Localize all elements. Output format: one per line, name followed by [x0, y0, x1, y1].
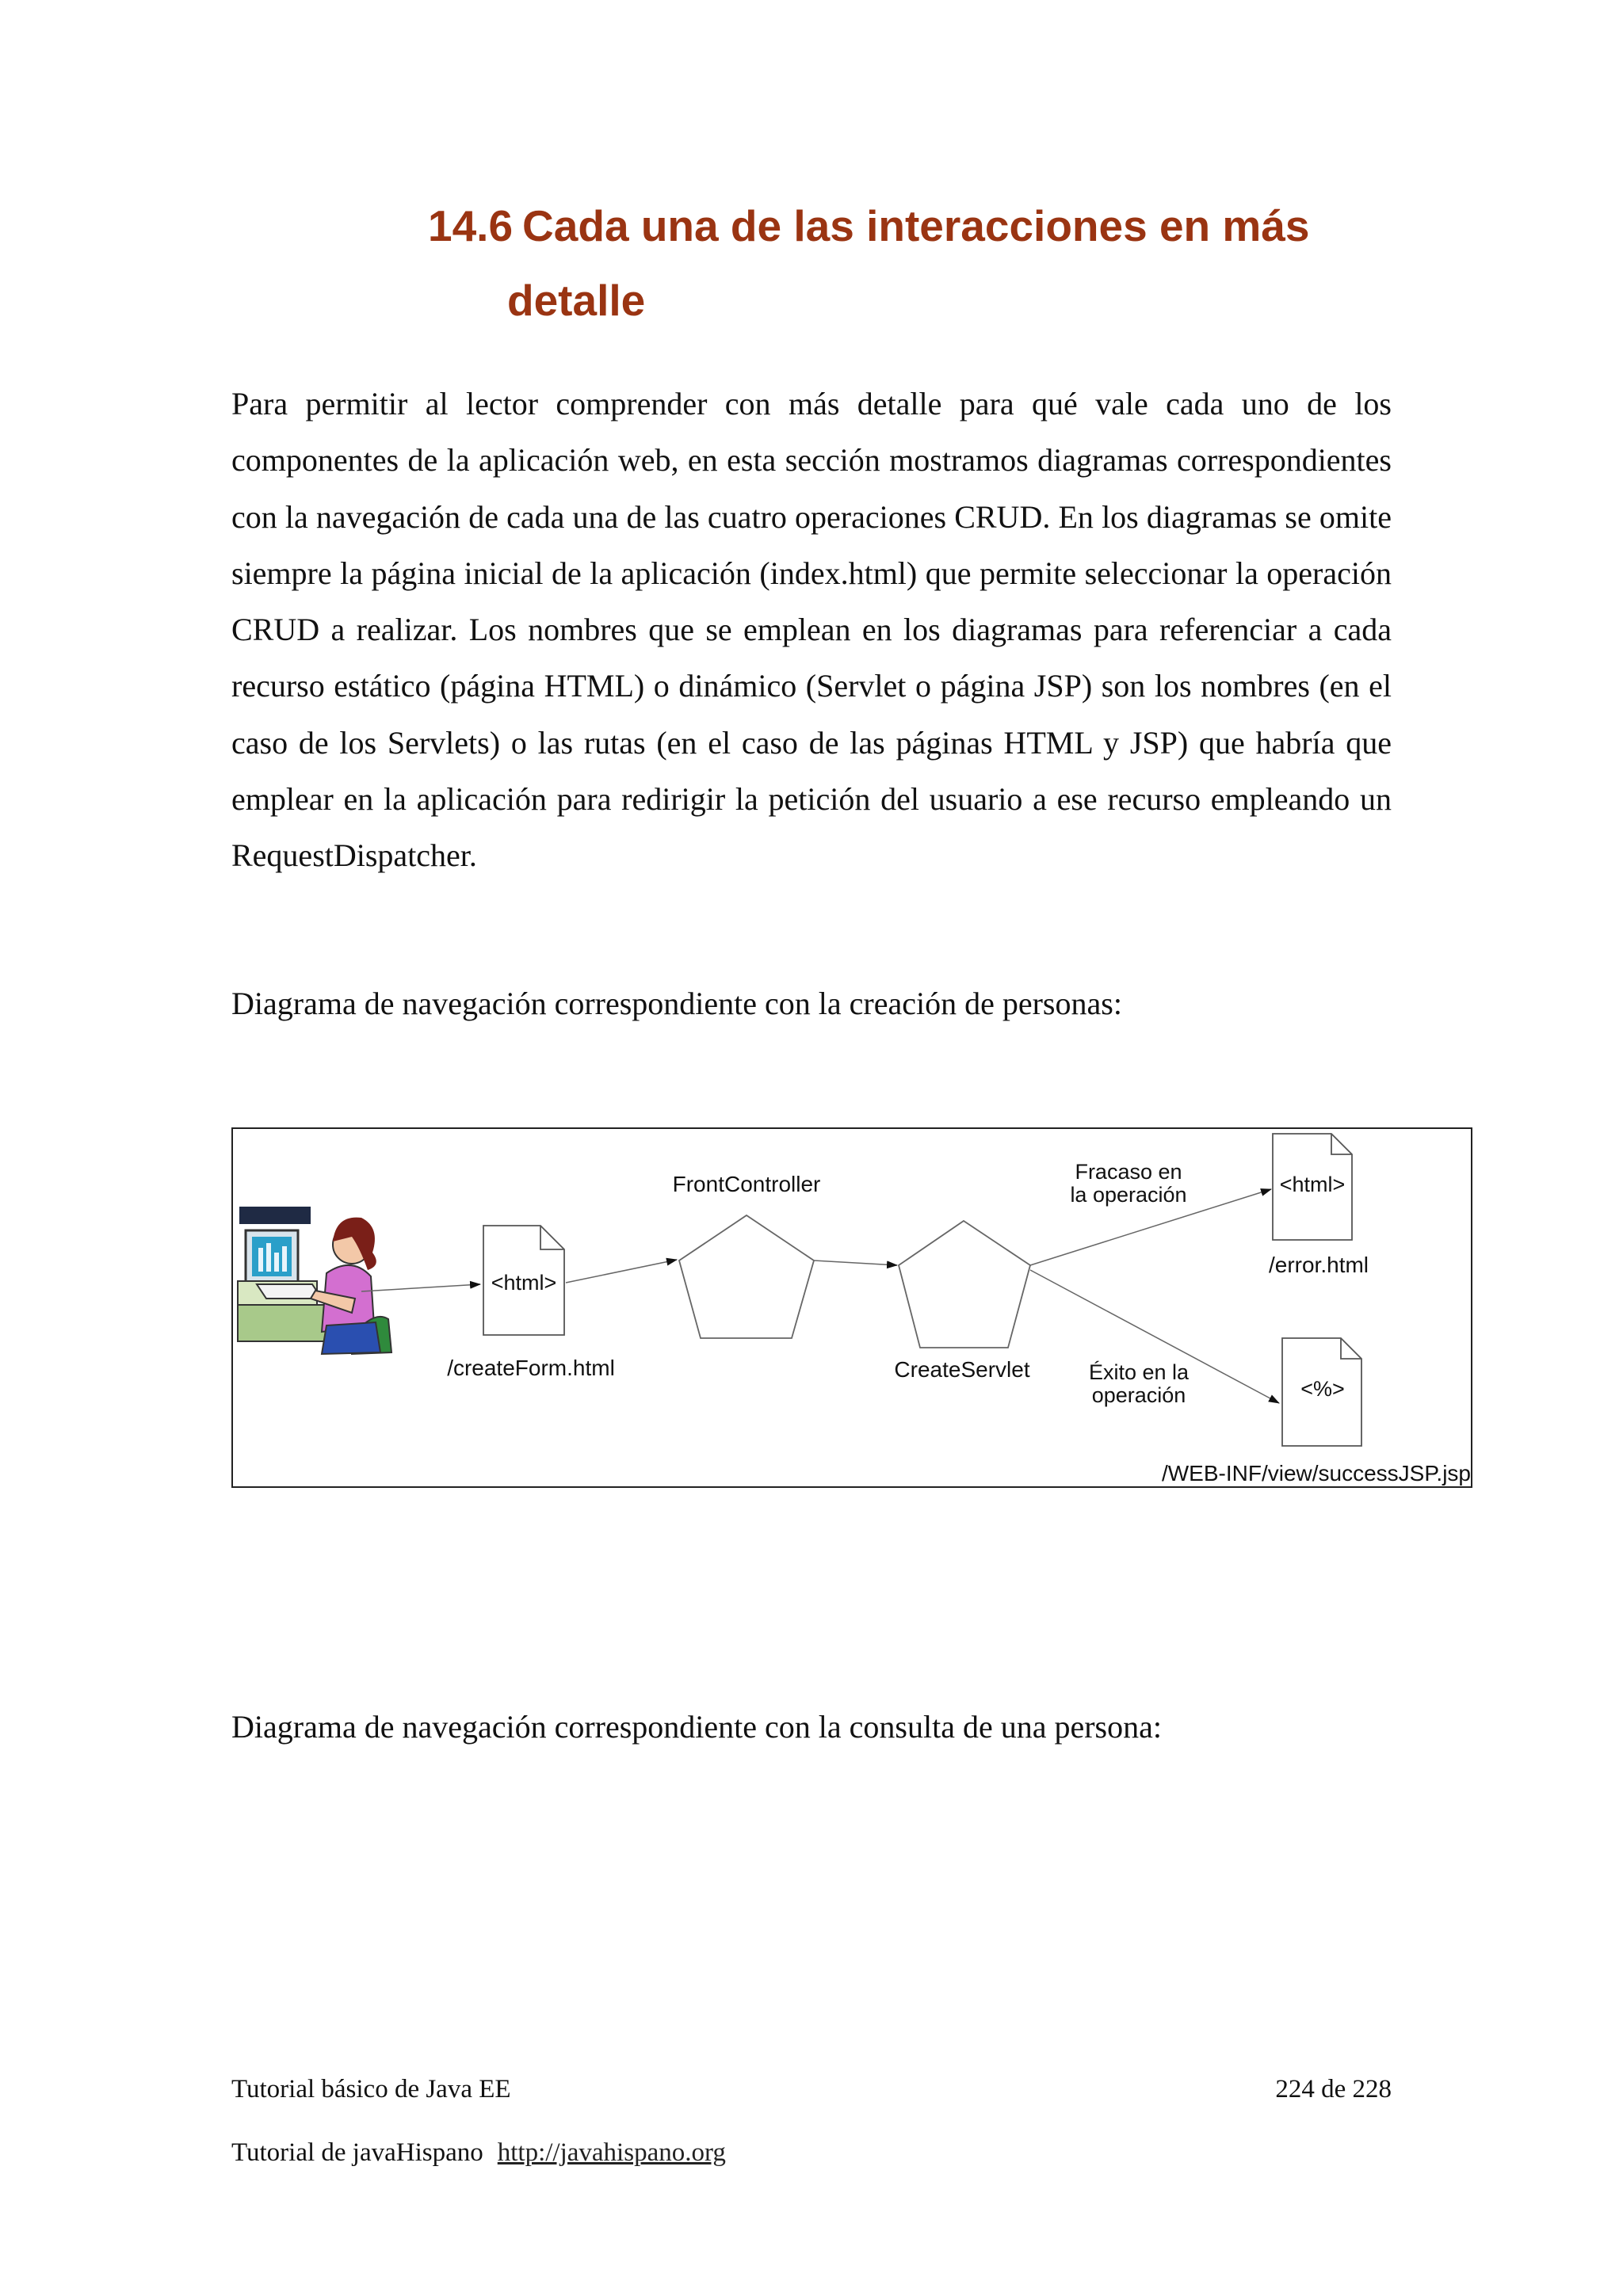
- user-at-computer-icon: [238, 1207, 391, 1354]
- frontcontroller-label: FrontController: [672, 1172, 821, 1196]
- form-path-label: /createForm.html: [447, 1356, 615, 1380]
- frontcontroller-node: [679, 1215, 814, 1338]
- createform-document-icon: [483, 1226, 564, 1335]
- footer-publisher: [231, 2137, 726, 2168]
- navigation-diagram-create: [231, 1127, 1472, 1488]
- diagram-canvas: [233, 1129, 1474, 1489]
- section-heading: [428, 189, 1442, 338]
- footer-page-number: [1275, 2073, 1392, 2105]
- form-doc-tag: <html>: [491, 1271, 557, 1295]
- section-title-line1: Cada una de las interacciones en más: [522, 201, 1310, 250]
- error-doc-tag: <html>: [1279, 1173, 1346, 1196]
- body-paragraph: Para permitir al lector comprender con más detalle para qué vale cada uno de los componentes de la aplicación web, en esta sección mostramos diagramas correspondientes con la navegación de cada una de las cuatro operaciones CRUD. En los diagramas se omite siempre la página inicial de la aplicación (index.html) que permite seleccionar la operación CRUD a realizar. Los nombres que se emplean en los diagramas para referenciar a cada recurso estático (página HTML) o dinámico (Servlet o página JSP) son los nombres (en el caso de los Servlets) o las rutas (en el caso de las páginas HTML y JSP) que habría que emplear en la aplicación para redirigir la petición del usuario a ese recurso empleando un RequestDispatcher.: [231, 386, 1392, 874]
- error-document-icon: [1273, 1134, 1352, 1240]
- success-label-line2: operación: [1091, 1383, 1186, 1407]
- arrow-user-to-form: [361, 1284, 480, 1291]
- footer-title: Tutorial básico de Java EE: [231, 2075, 511, 2103]
- publisher-label: Tutorial de javaHispano: [231, 2138, 483, 2167]
- success-doc-tag: <%>: [1300, 1377, 1345, 1401]
- failure-label-line2: la operación: [1070, 1183, 1187, 1207]
- page-current: 224: [1275, 2075, 1315, 2103]
- createservlet-node: [899, 1221, 1030, 1348]
- section-number: 14.6: [428, 201, 514, 250]
- javahispano-link[interactable]: http://javahispano.org: [497, 2138, 726, 2167]
- arrow-frontcontroller-to-createservlet: [814, 1261, 897, 1265]
- section-title-line2: detalle: [507, 276, 646, 325]
- error-path-label: /error.html: [1268, 1253, 1369, 1277]
- success-path-label: /WEB-INF/view/successJSP.jsp: [1161, 1461, 1471, 1486]
- failure-label-line1: Fracaso en: [1075, 1160, 1182, 1184]
- arrow-form-to-frontcontroller: [566, 1260, 677, 1283]
- page-of: de: [1321, 2075, 1346, 2103]
- success-label-line1: Éxito en la: [1088, 1360, 1190, 1384]
- page-total: 228: [1352, 2075, 1392, 2103]
- createservlet-label: CreateServlet: [894, 1357, 1030, 1382]
- success-jsp-document-icon: [1282, 1338, 1361, 1446]
- caption-query-diagram: Diagrama de navegación correspondiente con la consulta de una persona:: [231, 1709, 1162, 1745]
- caption-create-diagram: Diagrama de navegación correspondiente con la creación de personas:: [231, 986, 1122, 1021]
